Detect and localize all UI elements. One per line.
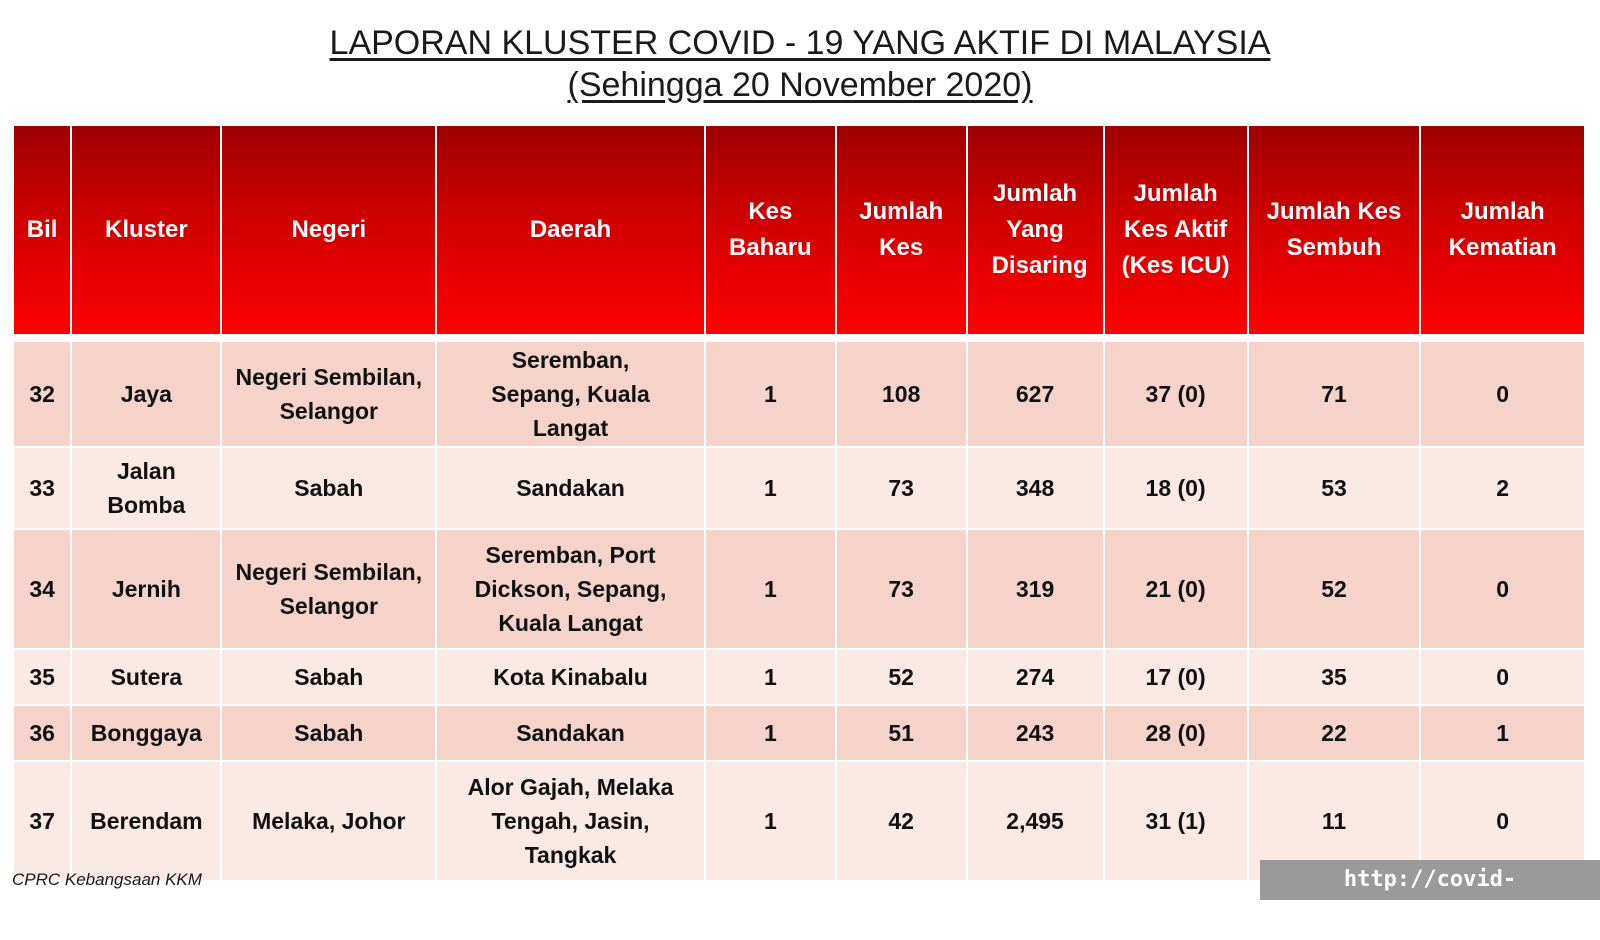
table-header-row bbox=[13, 125, 1585, 338]
cell-kes-baharu: 1 bbox=[705, 338, 836, 447]
cell-aktif: 21 (0) bbox=[1104, 529, 1248, 649]
cell-jumlah-kes: 52 bbox=[836, 649, 967, 705]
cell-daerah: Seremban, Sepang, Kuala Langat bbox=[436, 338, 705, 447]
cell-aktif: 17 (0) bbox=[1104, 649, 1248, 705]
cell-kematian: 0 bbox=[1420, 529, 1585, 649]
website-link[interactable]: http://covid-19.moh.gov.my bbox=[1260, 860, 1600, 900]
cell-kematian: 0 bbox=[1420, 338, 1585, 447]
cell-sembuh: 53 bbox=[1248, 447, 1421, 529]
header-negeri: Negeri bbox=[221, 125, 436, 338]
cell-sembuh: 11 bbox=[1248, 761, 1421, 881]
cell-bil: 32 bbox=[13, 338, 71, 447]
cell-disaring: 348 bbox=[967, 447, 1104, 529]
cell-kes-baharu: 1 bbox=[705, 649, 836, 705]
cell-kes-baharu: 1 bbox=[705, 761, 836, 881]
cell-jumlah-kes: 108 bbox=[836, 338, 967, 447]
cell-negeri: Melaka, Johor bbox=[221, 761, 436, 881]
cell-aktif: 37 (0) bbox=[1104, 338, 1248, 447]
cell-kes-baharu: 1 bbox=[705, 705, 836, 761]
cell-kluster: Bonggaya bbox=[71, 705, 221, 761]
cell-negeri: Sabah bbox=[221, 705, 436, 761]
cell-aktif: 31 (1) bbox=[1104, 761, 1248, 881]
cell-sembuh: 71 bbox=[1248, 338, 1421, 447]
table-row bbox=[13, 705, 1585, 761]
cell-sembuh: 22 bbox=[1248, 705, 1421, 761]
cell-sembuh: 35 bbox=[1248, 649, 1421, 705]
cell-negeri: Sabah bbox=[221, 649, 436, 705]
cell-daerah: Sandakan bbox=[436, 447, 705, 529]
cell-kluster: Jaya bbox=[71, 338, 221, 447]
cell-disaring: 243 bbox=[967, 705, 1104, 761]
header-kluster: Kluster bbox=[71, 125, 221, 338]
cell-bil: 37 bbox=[13, 761, 71, 881]
source-note: CPRC Kebangsaan KKM bbox=[12, 870, 202, 889]
cell-bil: 36 bbox=[13, 705, 71, 761]
header-daerah: Daerah bbox=[436, 125, 705, 338]
cell-kluster: Berendam bbox=[71, 761, 221, 881]
cell-daerah: Kota Kinabalu bbox=[436, 649, 705, 705]
cell-kematian: 1 bbox=[1420, 705, 1585, 761]
header-kes-baharu: Kes Baharu bbox=[705, 125, 836, 338]
cell-aktif: 28 (0) bbox=[1104, 705, 1248, 761]
header-jumlah-sembuh: Jumlah Kes Sembuh bbox=[1248, 125, 1421, 338]
cell-bil: 34 bbox=[13, 529, 71, 649]
cell-kes-baharu: 1 bbox=[705, 529, 836, 649]
cell-jumlah-kes: 73 bbox=[836, 447, 967, 529]
title-line-1: LAPORAN KLUSTER COVID - 19 YANG AKTIF DI MALAYSIA bbox=[329, 24, 1271, 62]
cell-disaring: 627 bbox=[967, 338, 1104, 447]
cell-aktif: 18 (0) bbox=[1104, 447, 1248, 529]
cell-kes-baharu: 1 bbox=[705, 447, 836, 529]
cell-negeri: Negeri Sembilan, Selangor bbox=[221, 338, 436, 447]
cell-daerah: Seremban, Port Dickson, Sepang, Kuala Langat bbox=[436, 529, 705, 649]
header-bil: Bil bbox=[13, 125, 71, 338]
table-row bbox=[13, 529, 1585, 649]
cluster-table bbox=[12, 124, 1586, 882]
cell-kematian: 0 bbox=[1420, 761, 1585, 881]
header-jumlah-kes: Jumlah Kes bbox=[836, 125, 967, 338]
cell-daerah: Sandakan bbox=[436, 705, 705, 761]
cell-jumlah-kes: 73 bbox=[836, 529, 967, 649]
cell-bil: 33 bbox=[13, 447, 71, 529]
table-row bbox=[13, 338, 1585, 447]
cell-kematian: 2 bbox=[1420, 447, 1585, 529]
cell-negeri: Sabah bbox=[221, 447, 436, 529]
report-title bbox=[0, 22, 1600, 106]
cell-kluster: Sutera bbox=[71, 649, 221, 705]
cell-bil: 35 bbox=[13, 649, 71, 705]
header-jumlah-disaring: Jumlah Yang Disaring bbox=[967, 125, 1104, 338]
cell-jumlah-kes: 42 bbox=[836, 761, 967, 881]
cell-kluster: Jalan Bomba bbox=[71, 447, 221, 529]
header-jumlah-aktif: Jumlah Kes Aktif (Kes ICU) bbox=[1104, 125, 1248, 338]
cell-kluster: Jernih bbox=[71, 529, 221, 649]
cell-disaring: 274 bbox=[967, 649, 1104, 705]
table-row bbox=[13, 649, 1585, 705]
title-line-2: (Sehingga 20 November 2020) bbox=[567, 66, 1033, 104]
cell-disaring: 2,495 bbox=[967, 761, 1104, 881]
cell-disaring: 319 bbox=[967, 529, 1104, 649]
cell-daerah: Alor Gajah, Melaka Tengah, Jasin, Tangkak bbox=[436, 761, 705, 881]
cell-kematian: 0 bbox=[1420, 649, 1585, 705]
header-jumlah-kematian: Jumlah Kematian bbox=[1420, 125, 1585, 338]
table-row bbox=[13, 447, 1585, 529]
cell-jumlah-kes: 51 bbox=[836, 705, 967, 761]
cell-sembuh: 52 bbox=[1248, 529, 1421, 649]
cell-negeri: Negeri Sembilan, Selangor bbox=[221, 529, 436, 649]
